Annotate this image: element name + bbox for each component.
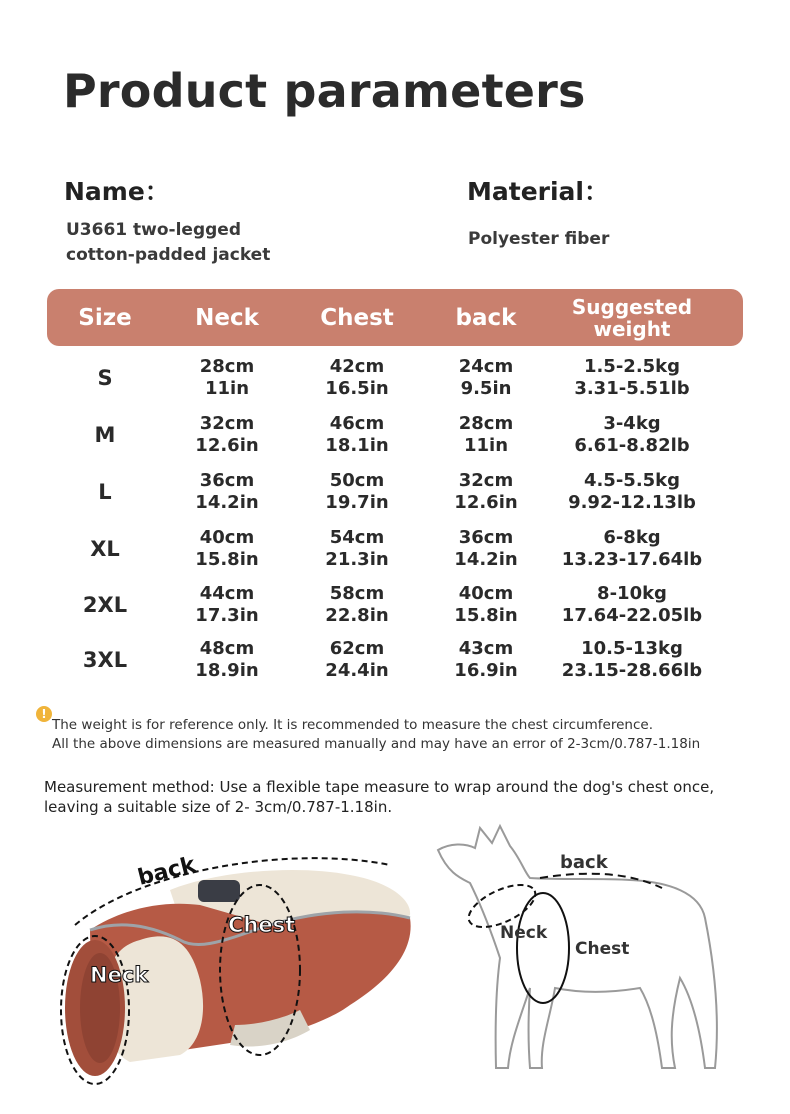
cell-weight-weight-kg: 8-10kg [597, 583, 667, 604]
cell-neck-neck-cm: 32cm [199, 413, 255, 434]
dog-back-label: back [560, 852, 608, 873]
cell-back-back-in: 15.8in [454, 605, 518, 626]
cell-chest-chest-cm: 46cm [329, 413, 385, 434]
cell-neck-neck-cm: 40cm [199, 527, 255, 548]
table-row [47, 353, 743, 403]
cell-neck-neck-cm: 48cm [199, 638, 255, 659]
cell-size [55, 410, 155, 460]
name-value-line1: U3661 two-legged [66, 220, 241, 240]
header-weight-line2: weight [593, 316, 671, 341]
cell-chest [307, 580, 407, 630]
cell-back-back-cm: 28cm [458, 413, 514, 434]
table-row [47, 410, 743, 460]
cell-chest-chest-cm: 42cm [329, 356, 385, 377]
dog-chest-label: Chest [575, 939, 630, 959]
cell-weight-weight-lb: 3.31-5.51lb [574, 378, 690, 399]
cell-chest [307, 524, 407, 574]
note-line1: The weight is for reference only. It is recommended to measure the chest circumference. [52, 717, 653, 733]
cell-neck [177, 353, 277, 403]
method-line2: leaving a suitable size of 2- 3cm/0.787-1.18in. [44, 798, 393, 816]
dog-diagram [430, 818, 750, 1088]
notes [52, 716, 700, 754]
cell-chest-chest-in: 18.1in [325, 435, 389, 456]
cell-neck [177, 580, 277, 630]
cell-weight-weight-lb: 13.23-17.64lb [561, 549, 703, 570]
table-row [47, 467, 743, 517]
cell-neck [177, 524, 277, 574]
cell-weight [557, 410, 707, 460]
cell-back-back-cm: 43cm [458, 638, 514, 659]
cell-weight-weight-lb: 17.64-22.05lb [561, 605, 703, 626]
cell-back-back-in: 16.9in [454, 660, 518, 681]
note-line2: All the above dimensions are measured manually and may have an error of 2-3cm/0.787-1.18in [52, 736, 701, 752]
dog-neck-label: Neck [500, 923, 548, 943]
cell-chest-chest-cm: 54cm [329, 527, 385, 548]
name-value-line2: cotton-padded jacket [66, 245, 271, 265]
cell-back-back-cm: 36cm [458, 527, 514, 548]
table-row [47, 580, 743, 630]
cell-weight-weight-lb: 6.61-8.82lb [574, 435, 690, 456]
cell-chest-chest-cm: 50cm [329, 470, 385, 491]
jacket-tag [198, 880, 240, 902]
cell-chest [307, 467, 407, 517]
cell-weight [557, 524, 707, 574]
cell-size [55, 580, 155, 630]
table-row [47, 524, 743, 574]
cell-back [436, 353, 536, 403]
cell-weight-weight-kg: 10.5-13kg [581, 638, 683, 659]
dog-chest-measure [517, 893, 569, 1003]
jacket-back-label: back [135, 852, 198, 891]
cell-weight-weight-kg: 4.5-5.5kg [583, 470, 681, 491]
material-label: Material： [467, 177, 609, 206]
header-size: Size [78, 304, 132, 331]
cell-neck-neck-in: 15.8in [195, 549, 259, 570]
table-header [47, 289, 743, 346]
cell-neck [177, 467, 277, 517]
cell-back-back-in: 14.2in [454, 549, 518, 570]
cell-back [436, 467, 536, 517]
cell-weight [557, 580, 707, 630]
name-label: Name： [64, 177, 170, 206]
cell-chest [307, 635, 407, 685]
cell-back [436, 410, 536, 460]
jacket-neck-label: Neck [90, 963, 149, 987]
name-value [66, 218, 270, 268]
cell-neck [177, 635, 277, 685]
cell-size-size: L [98, 480, 112, 504]
cell-neck [177, 410, 277, 460]
cell-neck-neck-in: 12.6in [195, 435, 259, 456]
cell-weight-weight-lb: 23.15-28.66lb [561, 660, 703, 681]
method-line1: Measurement method: Use a flexible tape measure to wrap around the dog's chest once, [44, 778, 715, 796]
cell-neck-neck-cm: 36cm [199, 470, 255, 491]
cell-chest-chest-in: 21.3in [325, 549, 389, 570]
cell-neck-neck-cm: 44cm [199, 583, 255, 604]
cell-weight-weight-kg: 3-4kg [603, 413, 661, 434]
header-neck: Neck [195, 304, 259, 331]
table-row [47, 635, 743, 685]
cell-size-size: 3XL [82, 648, 128, 672]
cell-size-size: S [97, 366, 113, 390]
cell-weight [557, 467, 707, 517]
cell-back [436, 635, 536, 685]
cell-neck-neck-in: 17.3in [195, 605, 259, 626]
cell-weight [557, 353, 707, 403]
header-back: back [455, 304, 517, 331]
header-weight [557, 289, 707, 346]
cell-size-size: XL [90, 537, 120, 561]
cell-chest-chest-in: 16.5in [325, 378, 389, 399]
cell-size [55, 353, 155, 403]
jacket-chest-label: Chest [228, 913, 296, 937]
jacket-illustration [30, 830, 430, 1090]
header-chest: Chest [320, 304, 394, 331]
cell-back [436, 524, 536, 574]
cell-size-size: 2XL [82, 593, 128, 617]
cell-size-size: M [94, 423, 116, 447]
cell-size [55, 524, 155, 574]
cell-chest-chest-in: 24.4in [325, 660, 389, 681]
cell-neck-neck-cm: 28cm [199, 356, 255, 377]
warning-icon: ! [36, 706, 52, 722]
cell-back-back-cm: 32cm [458, 470, 514, 491]
cell-back-back-in: 12.6in [454, 492, 518, 513]
cell-weight-weight-lb: 9.92-12.13lb [568, 492, 696, 513]
cell-chest [307, 410, 407, 460]
cell-neck-neck-in: 18.9in [195, 660, 259, 681]
cell-weight-weight-kg: 6-8kg [603, 527, 661, 548]
material-value: Polyester fiber [468, 229, 610, 249]
cell-weight [557, 635, 707, 685]
page-title: Product parameters [63, 64, 586, 118]
cell-chest-chest-cm: 62cm [329, 638, 385, 659]
cell-back-back-cm: 24cm [458, 356, 514, 377]
cell-back [436, 580, 536, 630]
dog-back-measure [540, 874, 662, 888]
cell-chest [307, 353, 407, 403]
cell-neck-neck-in: 11in [204, 378, 250, 399]
cell-size [55, 467, 155, 517]
cell-back-back-cm: 40cm [458, 583, 514, 604]
cell-weight-weight-kg: 1.5-2.5kg [583, 356, 681, 377]
cell-chest-chest-in: 22.8in [325, 605, 389, 626]
cell-chest-chest-in: 19.7in [325, 492, 389, 513]
cell-size [55, 635, 155, 685]
cell-back-back-in: 11in [463, 435, 509, 456]
header-weight-line1: Suggested [571, 294, 693, 319]
cell-neck-neck-in: 14.2in [195, 492, 259, 513]
cell-chest-chest-cm: 58cm [329, 583, 385, 604]
measurement-method [44, 777, 714, 817]
cell-back-back-in: 9.5in [460, 378, 512, 399]
